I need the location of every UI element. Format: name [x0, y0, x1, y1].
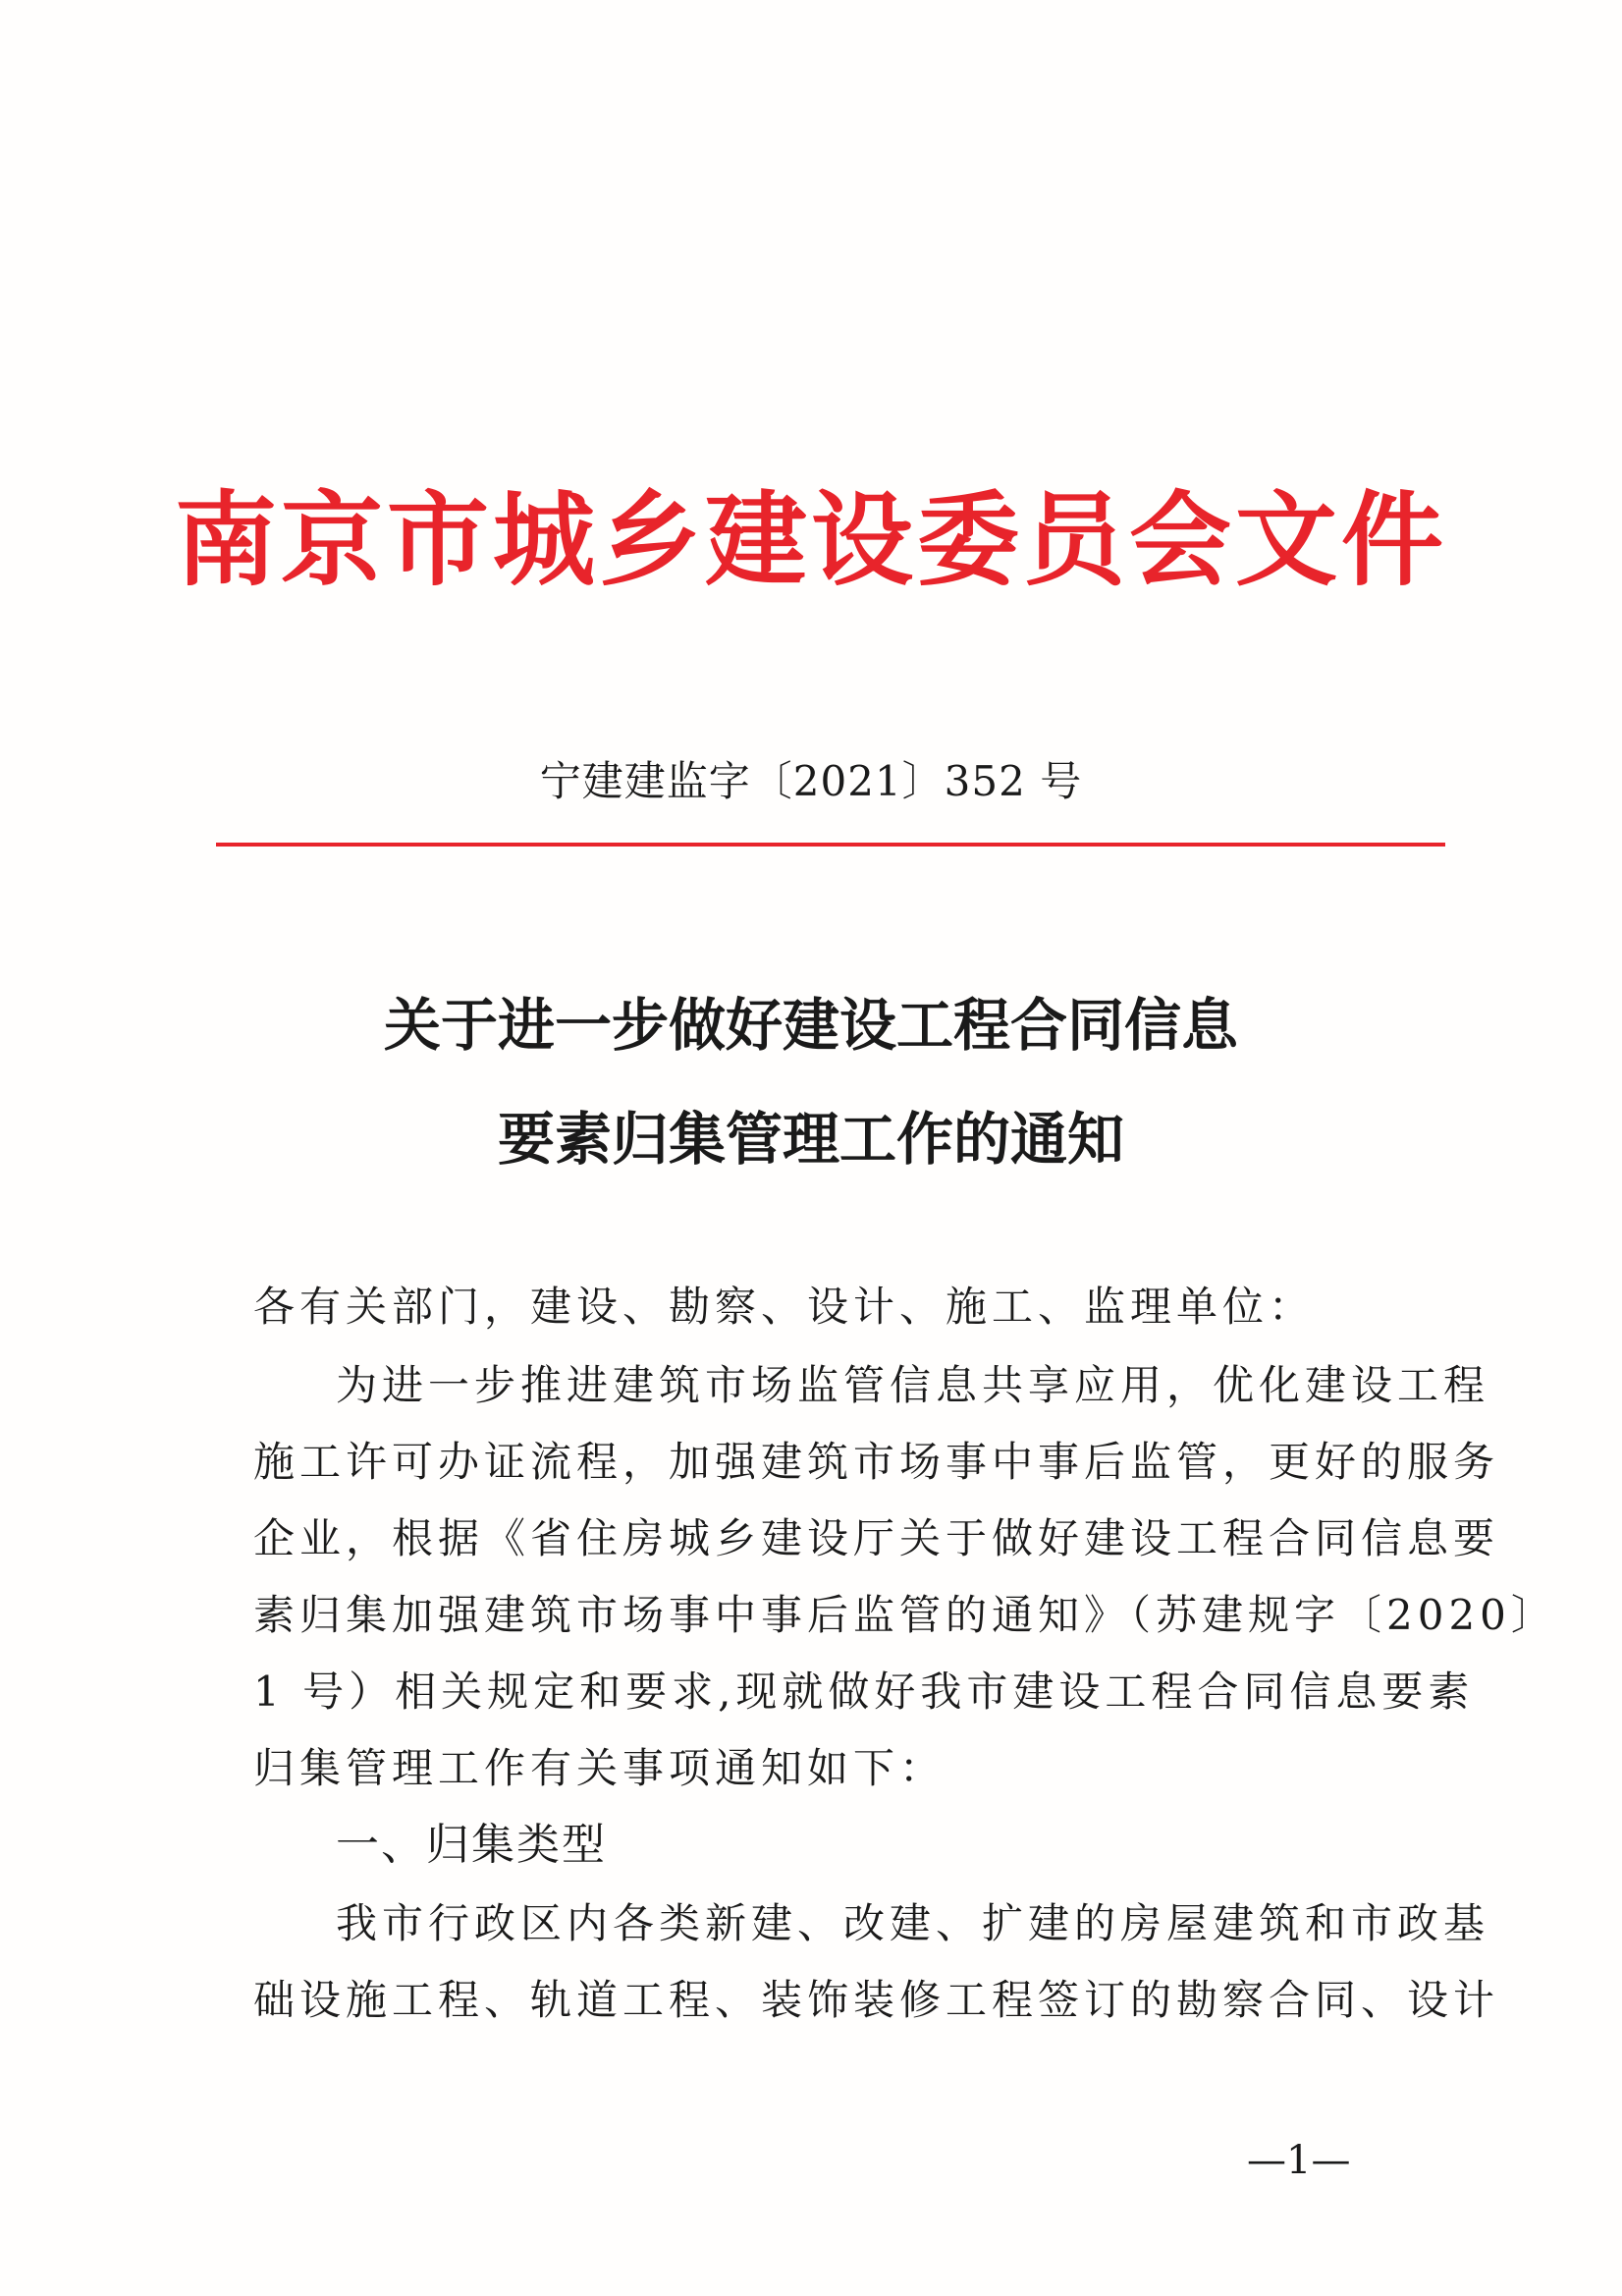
paragraph-2-line: 我市行政区内各类新建、改建、扩建的房屋建筑和市政基	[336, 1899, 1490, 1947]
paragraph-1-line: 企业，根据《省住房城乡建设厅关于做好建设工程合同信息要	[253, 1514, 1500, 1562]
salutation: 各有关部门，建设、勘察、设计、施工、监理单位：	[253, 1283, 1316, 1331]
notice-title-line-2: 要素归集管理工作的通知	[497, 1106, 1124, 1173]
section-1-heading: 一、归集类型	[336, 1820, 607, 1870]
paragraph-1-line: 素归集加强建筑市场事中事后监管的通知》（苏建规字〔2020〕	[253, 1591, 1557, 1639]
notice-title-line-1: 关于进一步做好建设工程合同信息	[383, 992, 1238, 1059]
paragraph-1-line: 归集管理工作有关事项通知如下：	[253, 1744, 946, 1792]
page-number: —1—	[1247, 2138, 1351, 2183]
red-separator-line	[216, 843, 1445, 847]
document-number: 宁建建监字〔2021〕352 号	[539, 757, 1083, 805]
paragraph-1-line: 1 号）相关规定和要求,现就做好我市建设工程合同信息要素	[253, 1667, 1475, 1716]
paragraph-1-line: 施工许可办证流程，加强建筑市场事中事后监管，更好的服务	[253, 1438, 1500, 1486]
paragraph-1-line: 为进一步推进建筑市场监管信息共享应用，优化建设工程	[336, 1361, 1490, 1409]
paragraph-2-line: 础设施工程、轨道工程、装饰装修工程签订的勘察合同、设计	[253, 1976, 1500, 2024]
issuer-header-title: 南京市城乡建设委员会文件	[174, 479, 1447, 600]
